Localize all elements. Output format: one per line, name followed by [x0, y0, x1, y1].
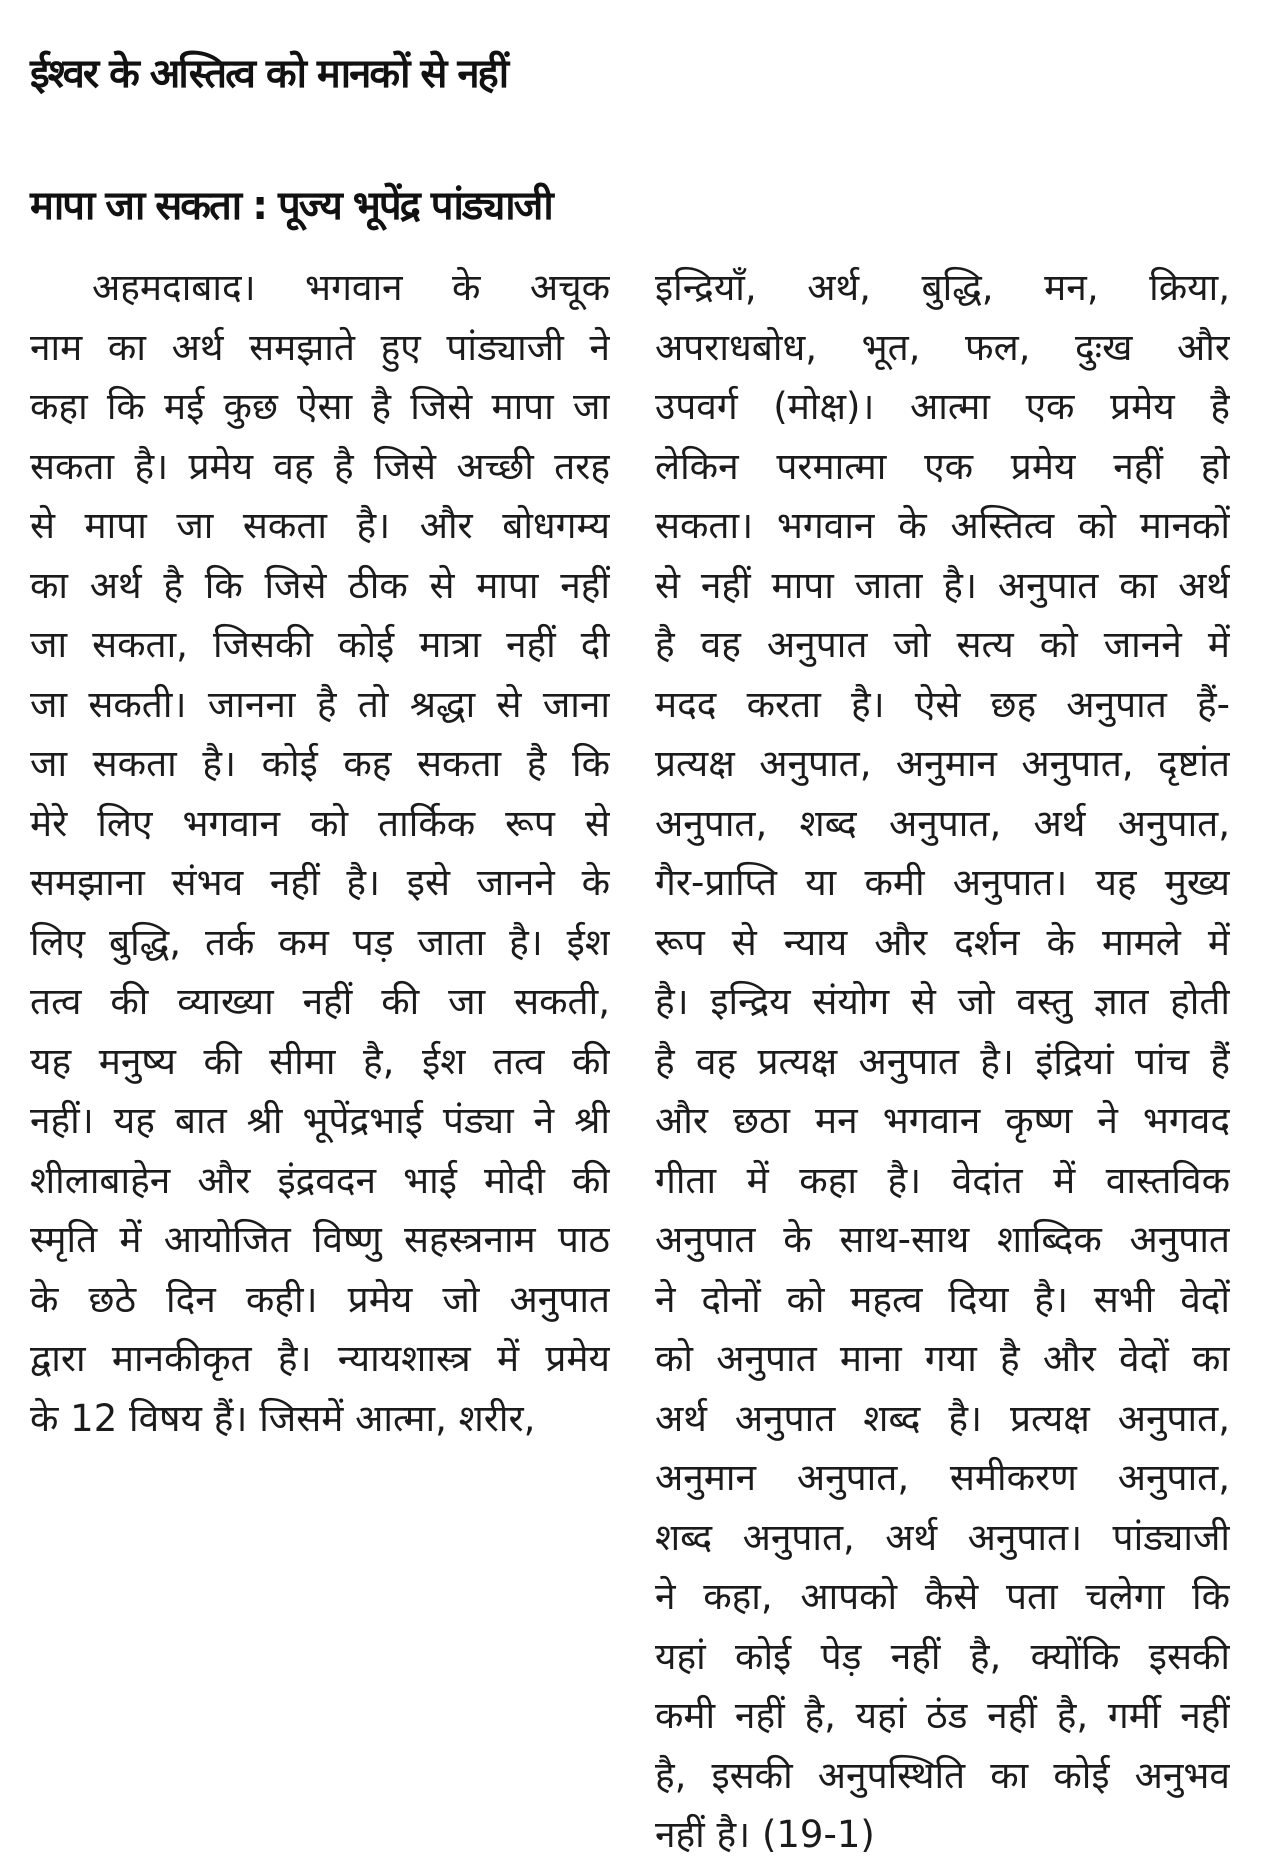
article-column-right [655, 258, 1230, 1865]
article-line: यह मनुष्य की सीमा है, ईश तत्व की [30, 1039, 610, 1083]
article-line: शब्द अनुपात, अर्थ अनुपात। पांड्याजी [655, 1515, 1230, 1559]
headline [30, 8, 1240, 272]
article-line: है, इसकी अनुपस्थिति का कोई अनुभव [655, 1753, 1230, 1797]
article-line: अनुपात, शब्द अनुपात, अर्थ अनुपात, [655, 801, 1230, 845]
article-line: के छठे दिन कही। प्रमेय जो अनुपात [30, 1277, 610, 1321]
article-line: रूप से न्याय और दर्शन के मामले में [655, 920, 1230, 964]
article-line: जा सकता, जिसकी कोई मात्रा नहीं दी [30, 623, 610, 666]
article-line: गीता में कहा है। वेदांत में वास्तविक [655, 1158, 1230, 1202]
article-line: मेरे लिए भगवान को तार्किक रूप से [30, 801, 610, 845]
article-line: उपवर्ग (मोक्ष)। आत्मा एक प्रमेय है [655, 385, 1230, 428]
article-line: गैर-प्राप्ति या कमी अनुपात। यह मुख्य [655, 861, 1230, 904]
article-line: स्मृति में आयोजित विष्णु सहस्त्रनाम पाठ [30, 1218, 610, 1261]
article-line: लिए बुद्धि, तर्क कम पड़ जाता है। ईश [30, 920, 610, 964]
article-line: मदद करता है। ऐसे छह अनुपात हैं- [655, 682, 1230, 726]
article-line: अनुमान अनुपात, समीकरण अनुपात, [655, 1456, 1230, 1499]
article-line: है वह प्रत्यक्ष अनुपात है। इंद्रियां पांच हैं [655, 1039, 1230, 1083]
headline-line-2: मापा जा सकता : पूज्य भूपेंद्र पांड्याजी [30, 183, 552, 229]
article-line: से मापा जा सकता है। और बोधगम्य [30, 504, 610, 547]
article-line: ने कहा, आपको कैसे पता चलेगा कि [655, 1575, 1230, 1618]
article-line: के 12 विषय हैं। जिसमें आत्मा, शरीर, [30, 1396, 536, 1440]
article-line: को अनुपात माना गया है और वेदों का [655, 1337, 1230, 1380]
article-line: द्वारा मानकीकृत है। न्यायशास्त्र में प्रमेय [30, 1337, 610, 1380]
article-line: है। इन्द्रिय संयोग से जो वस्तु ज्ञात होती [655, 980, 1230, 1023]
article-line: का अर्थ है कि जिसे ठीक से मापा नहीं [30, 563, 610, 607]
article-line: कमी नहीं है, यहां ठंड नहीं है, गर्मी नहीं [655, 1694, 1230, 1737]
article-line: इन्द्रियाँ, अर्थ, बुद्धि, मन, क्रिया, [655, 266, 1230, 309]
article-line: नहीं। यह बात श्री भूपेंद्रभाई पंड्या ने श्री [30, 1099, 610, 1142]
article-line: कहा कि मई कुछ ऐसा है जिसे मापा जा [30, 385, 610, 428]
article-line: अपराधबोध, भूत, फल, दुःख और [655, 325, 1230, 369]
article-line: प्रत्यक्ष अनुपात, अनुमान अनुपात, दृष्टांत [655, 742, 1230, 785]
article-line: यहां कोई पेड़ नहीं है, क्योंकि इसकी [655, 1634, 1230, 1678]
article-line: समझाना संभव नहीं है। इसे जानने के [30, 861, 610, 904]
article-line: सकता। भगवान के अस्तित्व को मानकों [655, 504, 1230, 547]
article-line: ने दोनों को महत्व दिया है। सभी वेदों [655, 1277, 1230, 1321]
article-line: तत्व की व्याख्या नहीं की जा सकती, [30, 980, 610, 1023]
article-line: अहमदाबाद। भगवान के अचूक [92, 266, 610, 309]
article-line: से नहीं मापा जाता है। अनुपात का अर्थ [655, 563, 1230, 607]
article-line: अनुपात के साथ-साथ शाब्दिक अनुपात [655, 1218, 1230, 1261]
article-line: जा सकता है। कोई कह सकता है कि [30, 742, 610, 785]
article-line: शीलाबाहेन और इंद्रवदन भाई मोदी की [30, 1158, 610, 1202]
article-line: है वह अनुपात जो सत्य को जानने में [655, 623, 1230, 666]
article-line: और छठा मन भगवान कृष्ण ने भगवद [655, 1099, 1230, 1142]
article-line: लेकिन परमात्मा एक प्रमेय नहीं हो [655, 444, 1230, 488]
headline-line-1: ईश्वर के अस्तित्व को मानकों से नहीं [30, 51, 508, 97]
article-line: सकता है। प्रमेय वह है जिसे अच्छी तरह [30, 444, 610, 488]
article-line: अर्थ अनुपात शब्द है। प्रत्यक्ष अनुपात, [655, 1396, 1230, 1440]
article-line: जा सकती। जानना है तो श्रद्धा से जाना [30, 682, 610, 726]
article-line: नहीं है। (19-1) [655, 1813, 875, 1856]
article-line: नाम का अर्थ समझाते हुए पांड्याजी ने [30, 325, 610, 369]
article-column-left [30, 258, 610, 1448]
